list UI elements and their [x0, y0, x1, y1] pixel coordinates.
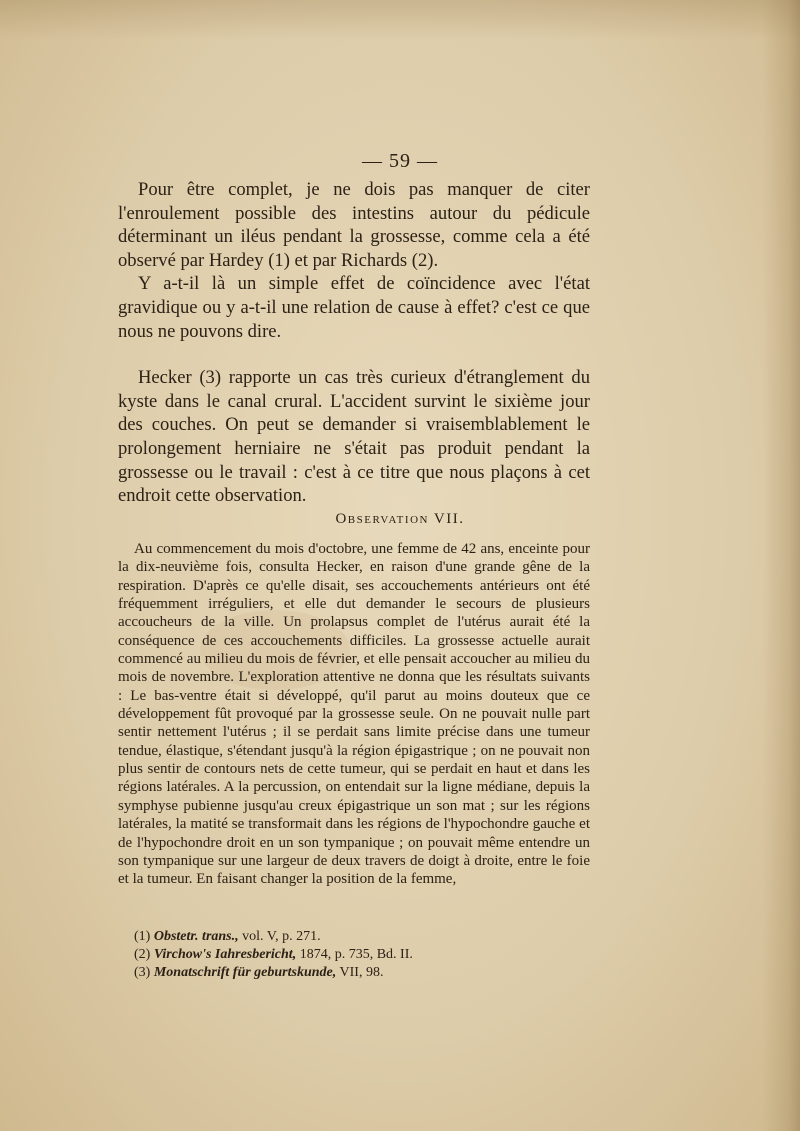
page-number: — 59 — [362, 150, 438, 172]
footnote-source: Monatschrift für geburtskunde, [153, 965, 337, 980]
footnotes [134, 928, 574, 982]
paragraph-1: Pour être complet, je ne dois pas manquer de citer l'enroulement possible des intestins autour du pédicule déterminant un iléus pendant la grossesse, comme cela a été observé par Hardey (1) et par Richards (2). [118, 179, 590, 271]
observation-text-block [118, 540, 590, 889]
footnote-2 [134, 946, 574, 964]
footnote-number: (3) [134, 965, 151, 980]
main-text [118, 178, 590, 508]
footnote-reference: 1874, p. 735, Bd. II. [296, 947, 413, 962]
footnote-1 [134, 928, 574, 946]
footnote-reference: VII, 98. [336, 965, 384, 980]
footnote-reference: vol. V, p. 271. [238, 929, 321, 944]
observation-paragraph: Au commencement du mois d'octobre, une femme de 42 ans, enceinte pour la dix-neuvième fois, consulta Hecker, en raison d'une grande gêne de la respiration. D'après ce qu'elle disait, ses accouchements antérieurs ont été fréquemment irréguliers, et elle dut demander le secours de plusieurs accoucheurs de la ville. Un prolapsus complet de l'utérus aurait été la conséquence de ces accouchements difficiles. La grossesse actuelle aurait commencé au milieu du mois de février, et elle pensait accoucher au milieu du mois de novembre. L'exploration attentive ne donna que les résultats suivants : Le bas-ventre était si développé, qu'il parut au moins douteux que ce développement fût provoqué par la grossesse seule. On ne pouvait nulle part sentir nettement l'utérus ; il se perdait sans limite précise dans une tumeur tendue, élastique, s'étendant jusqu'à la région épigastrique ; on ne pouvait non plus sentir de contours nets de cette tumeur, qui se perdait en haut et dans les régions latérales. A la percussion, on entendait sur la ligne médiane, depuis la symphyse pubienne jusqu'au creux épigastrique un son mat ; sur les régions latérales, la matité se transformait dans les régions de l'hypochondre gauche et de l'hypochondre droit en un son tympanique ; on pouvait même entendre un son tympanique sur une largeur de deux travers de doigt à droite, entre le foie et la tumeur. En faisant changer la position de la femme, [118, 541, 590, 888]
paragraph-3: Hecker (3) rapporte un cas très curieux d'étranglement du kyste dans le canal crural. L'accident survint le sixième jour des couches. On peut se demander si vraisemblablement le prolongement herniaire ne s'était pas produit pendant la grossesse ou le travail : c'est à ce titre que nous plaçons à cet endroit cette observation. [118, 367, 590, 507]
footnote-source: Virchow's Iahresbericht, [153, 947, 297, 962]
footnote-number: (2) [134, 947, 151, 962]
footnote-number: (1) [134, 929, 151, 944]
footnote-source: Obstetr. trans., [153, 929, 239, 944]
page-shadow-top [0, 0, 800, 40]
observation-title: Observation VII. [335, 511, 465, 527]
footnote-3 [134, 964, 574, 982]
paragraph-2: Y a-t-il là un simple effet de coïncidence avec l'état gravidique ou y a-t-il une relation de cause à effet? c'est ce que nous ne pouvons dire. [118, 273, 590, 342]
